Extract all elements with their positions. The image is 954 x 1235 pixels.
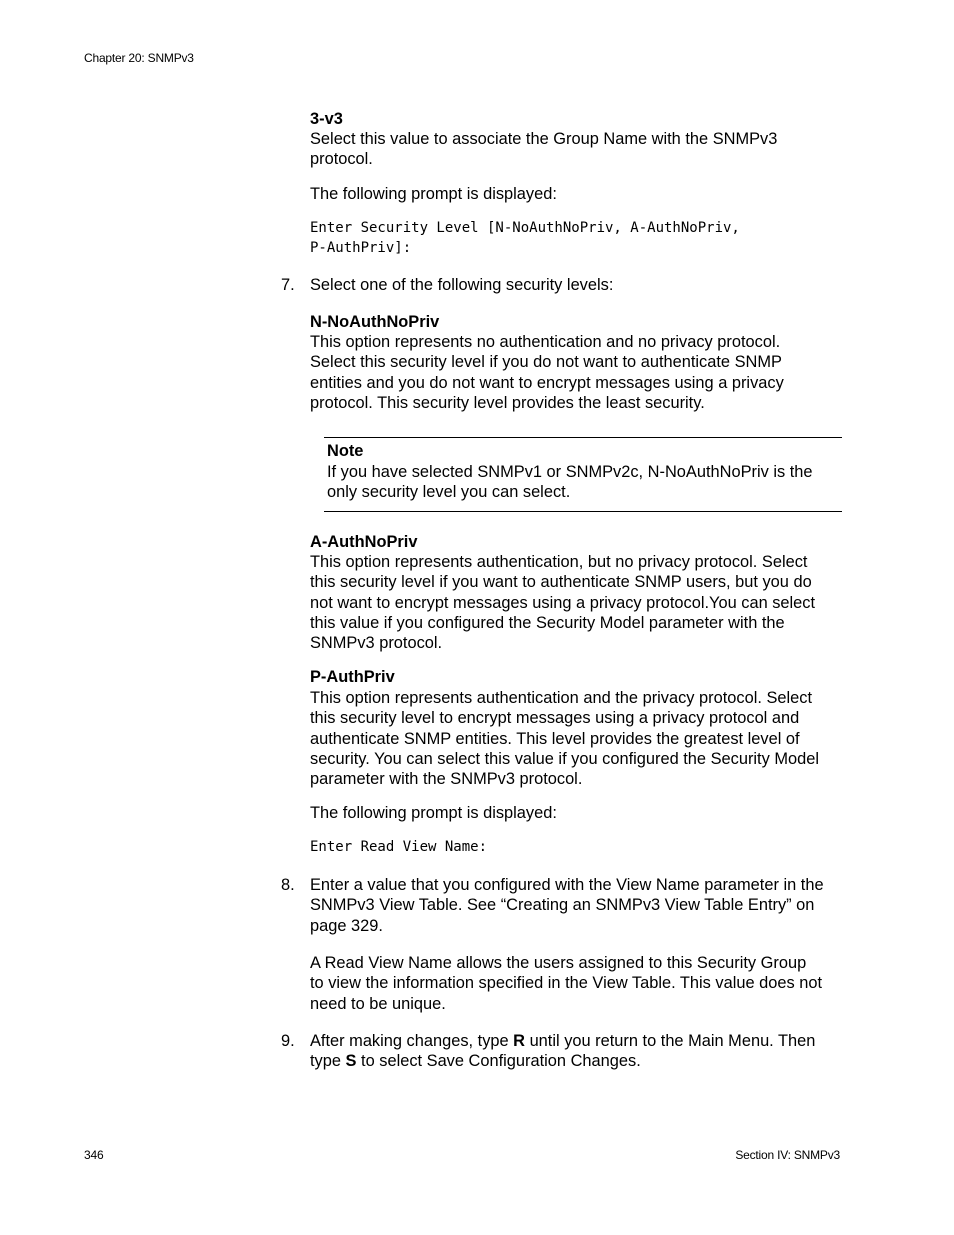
text-line: this value if you configured the Security Model parameter with the [310, 613, 785, 632]
noauth-description [310, 332, 784, 413]
authpriv-description [310, 688, 819, 789]
code-prompt-read-view: Enter Read View Name: [310, 839, 488, 855]
text-line: this security level if you want to authenticate SNMP users, but you do [310, 573, 812, 592]
text-line: protocol. This security level provides the least security. [310, 393, 705, 412]
text-line: A Read View Name allows the users assigned to this Security Group [310, 954, 807, 972]
note-bottom-rule [324, 511, 842, 512]
text-line: authenticate SNMP entities. This level provides the greatest level of [310, 729, 800, 748]
key-s: S [345, 1052, 357, 1071]
key-r: R [513, 1032, 526, 1050]
text-line: parameter with the SNMPv3 protocol. [310, 770, 583, 789]
running-footer-section: Section IV: SNMPv3 [735, 1148, 840, 1162]
text-line: protocol. [310, 150, 373, 169]
text-line: security. You can select this value if you configured the Security Model [310, 749, 819, 768]
text-line: not want to encrypt messages using a privacy protocol.You can select [310, 593, 816, 612]
term-3-v3: 3-v3 [310, 110, 343, 128]
step-8-detail [310, 953, 822, 1014]
v3-description [310, 129, 777, 170]
code-line: Enter Security Level [N-NoAuthNoPriv, A-AuthNoPriv, [310, 220, 740, 236]
note-top-rule [324, 437, 842, 438]
term-a-authnopriv: A-AuthNoPriv [310, 533, 418, 551]
text-line: If you have selected SNMPv1 or SNMPv2c, N-NoAuthNoPriv is the [327, 463, 813, 481]
step-number: 8. [281, 876, 295, 894]
running-header: Chapter 20: SNMPv3 [84, 51, 194, 65]
text-line: to view the information specified in the View Table. This value does not [310, 974, 823, 993]
text-line: SNMPv3 View Table. See “Creating an SNMPv3 View Table Entry” on [310, 896, 815, 915]
text-line: Enter a value that you configured with the View Name parameter in the [310, 876, 824, 894]
text-line: this security level to encrypt messages using a privacy protocol and [310, 709, 800, 728]
text-line: need to be unique. [310, 994, 446, 1013]
step-number: 9. [281, 1032, 295, 1050]
term-p-authpriv: P-AuthPriv [310, 668, 395, 686]
code-line: P-AuthPriv]: [310, 239, 412, 256]
text-line: SNMPv3 protocol. [310, 634, 443, 653]
text-line: entities and you do not want to encrypt messages using a privacy [310, 373, 784, 392]
text-line: Select this security level if you do not want to authenticate SNMP [310, 353, 782, 372]
step-9-text [310, 1031, 815, 1072]
step-8-text [310, 875, 824, 936]
page-number: 346 [84, 1148, 104, 1162]
authnopriv-description [310, 552, 815, 653]
text-line: This option represents authentication, but no privacy protocol. Select [310, 553, 808, 571]
text-line: type S to select Save Configuration Changes. [310, 1052, 641, 1071]
term-n-noauthnopriv: N-NoAuthNoPriv [310, 313, 440, 331]
step-7-text: Select one of the following security levels: [310, 276, 614, 294]
text-line: Select this value to associate the Group Name with the SNMPv3 [310, 130, 778, 148]
code-prompt-security-level [310, 219, 740, 258]
text-line: This option represents authentication and the privacy protocol. Select [310, 689, 813, 707]
text-line: This option represents no authentication and no privacy protocol. [310, 333, 781, 351]
text-line: only security level you can select. [327, 483, 571, 502]
step-number: 7. [281, 276, 295, 294]
prompt-intro: The following prompt is displayed: [310, 804, 557, 822]
note-title: Note [327, 442, 364, 460]
text-line: After making changes, type R until you return to the Main Menu. Then [310, 1032, 816, 1050]
prompt-intro: The following prompt is displayed: [310, 185, 557, 203]
note-body [327, 462, 813, 503]
text-line: page 329. [310, 916, 383, 935]
